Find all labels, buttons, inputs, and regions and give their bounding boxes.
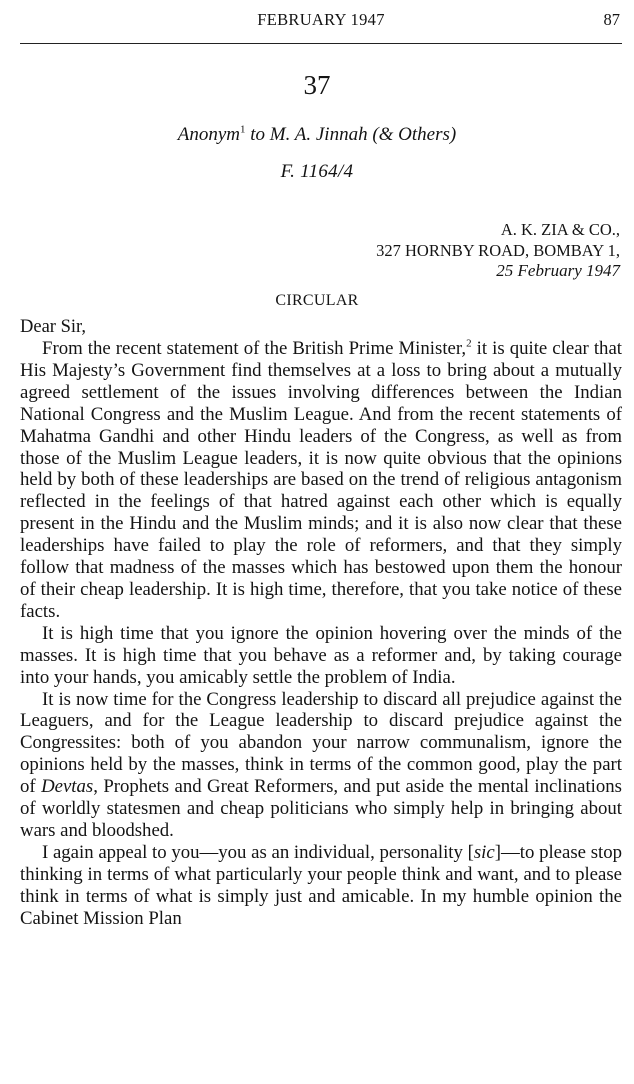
header-rule [20, 43, 622, 44]
paragraph-4-text-b: ]—to please stop thinking in terms of what particularly your people think and want, and to please think in terms of what is simply just and amicable. In my humble opinion the Cabinet Mission Plan [20, 841, 623, 929]
devtas-term: Devtas [41, 776, 94, 798]
sender-firm: A. K. ZIA & CO., [500, 220, 620, 239]
document-reference: F. 1164/4 [280, 161, 354, 182]
sender-address: 327 HORNBY ROAD, BOMBAY 1, [376, 241, 620, 260]
circular-heading: CIRCULAR [275, 292, 359, 309]
document-number: 37 [303, 70, 331, 100]
paragraph-3-text-b: , Prophets and Great Reformers, and put aside the mental inclinations of worldly statesmen and cheap politicians who simply help in bringing about wars and bloodshed. [20, 776, 622, 841]
sic-mark: sic [473, 841, 495, 863]
running-title: FEBRUARY 1947 [257, 10, 385, 29]
paragraph-4-text-a: I again appeal to you—you as an individual, personality [ [42, 841, 474, 863]
letter-date: 25 February 1947 [496, 261, 620, 280]
paragraph-3 [20, 689, 622, 842]
footnote-ref-1: 1 [240, 123, 246, 136]
document-title [0, 124, 634, 146]
paragraph-2: It is high time that you ignore the opinion hovering over the minds of the masses. It is high time that you behave as a reformer and, by taking courage into your hands, you amicably settle the problem of India. [20, 622, 622, 688]
paragraph-1-text-b: it is quite clear that His Majesty’s Government find themselves at a loss to bring about a mutually agreed settlement of the issues involving differences between the Indian National Congress and the Muslim League. And from the recent statements of Mahatma Gandhi and other Hindu leaders of the Congress, as well as from those of the Muslim League leaders, it is now quite obvious that the opinions held by both of these leaderships are based on the trend of religious antagonism reflected in the feelings of that hatred against each other which is equally present in the Hindu and the Muslim minds; and it is also now clear that these leaderships have failed to play the role of reformers, and that they simply follow that madness of the masses which has bestowed upon them the honour of their cheap leadership. It is high time, therefore, that you take notice of these facts. [20, 338, 622, 622]
title-recipient: to M. A. Jinnah (& Others) [245, 124, 457, 145]
footnote-ref-2: 2 [466, 337, 472, 350]
title-sender: Anonym [177, 124, 240, 145]
paragraph-4 [20, 842, 622, 930]
paragraph-1 [20, 338, 622, 623]
paragraph-3-text-a: It is now time for the Congress leadership to discard all prejudice against the Leaguers, and for the League leadership to discard prejudice against the Congressites: both of you abandon your narrow communalism, ignore the opinions held by the masses, think in terms of the common good, play the part of [20, 688, 622, 798]
salutation: Dear Sir, [20, 317, 87, 337]
page-header [20, 8, 622, 32]
paragraph-1-text-a: From the recent statement of the British Prime Minister, [42, 338, 467, 359]
page-number: 87 [603, 10, 620, 29]
letter-body [20, 338, 622, 929]
